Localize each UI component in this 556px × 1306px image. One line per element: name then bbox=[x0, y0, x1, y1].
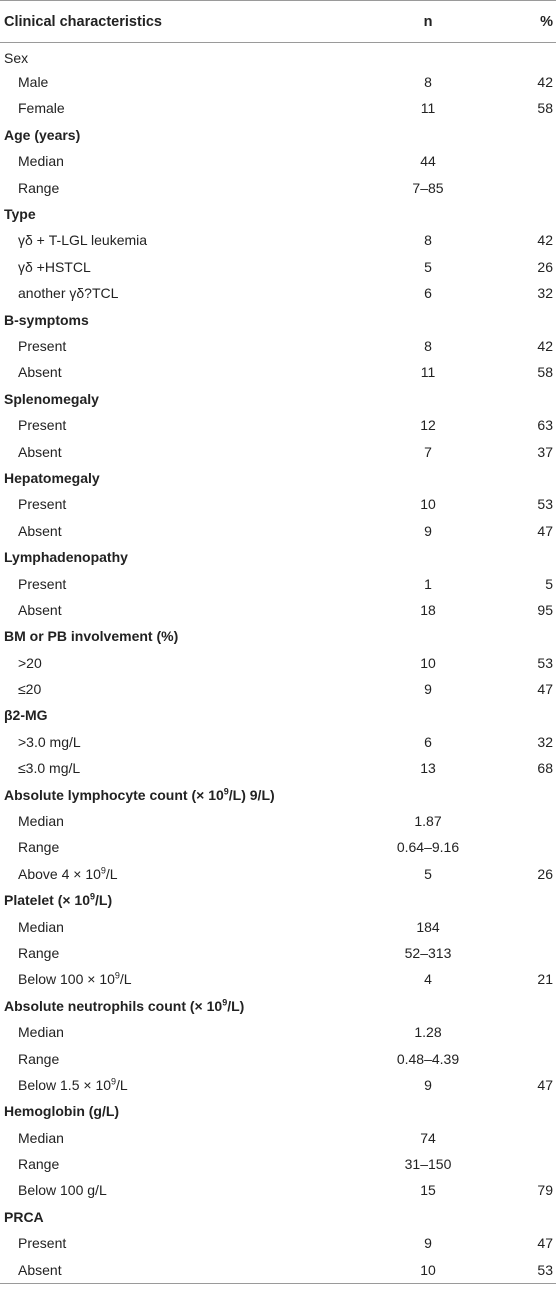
count-cell bbox=[360, 544, 490, 570]
label-text: Range bbox=[18, 1156, 60, 1173]
count-cell: 15 bbox=[420, 1182, 436, 1199]
count-cell: 12 bbox=[420, 417, 436, 434]
count-cell: 9 bbox=[424, 1235, 432, 1252]
label-tail: /L) 9/L) bbox=[228, 786, 275, 803]
label-text: Present bbox=[18, 496, 67, 513]
table-row bbox=[0, 755, 556, 781]
label-tail: /L) bbox=[227, 997, 245, 1014]
count-cell bbox=[360, 122, 490, 148]
section-heading-row bbox=[0, 43, 556, 69]
section-heading-row bbox=[0, 386, 556, 412]
table-row bbox=[0, 676, 556, 702]
row-label bbox=[0, 1125, 360, 1151]
row-label bbox=[0, 438, 360, 464]
count-cell: 5 bbox=[424, 865, 432, 882]
label-text: Absolute neutrophils count (× 10 bbox=[4, 997, 223, 1014]
section-heading-row bbox=[0, 306, 556, 332]
section-heading bbox=[0, 781, 360, 807]
section-heading bbox=[0, 1098, 360, 1124]
percent-cell bbox=[490, 544, 556, 570]
section-heading bbox=[0, 623, 360, 649]
table-row bbox=[0, 940, 556, 966]
count-cell: 13 bbox=[420, 760, 436, 777]
row-label bbox=[0, 254, 360, 280]
percent-cell bbox=[490, 887, 556, 913]
label-tail: /L bbox=[119, 971, 132, 988]
count-cell: 1.87 bbox=[414, 813, 442, 830]
percent-cell bbox=[490, 781, 556, 807]
count-cell bbox=[360, 781, 490, 807]
count-cell: 31–150 bbox=[404, 1156, 452, 1173]
count-cell bbox=[360, 201, 490, 227]
section-heading bbox=[0, 887, 360, 913]
label-text: >20 bbox=[18, 654, 42, 671]
section-heading-row bbox=[0, 781, 556, 807]
percent-cell bbox=[490, 702, 556, 728]
percent-cell: 47 bbox=[537, 522, 553, 539]
count-cell: 10 bbox=[420, 654, 436, 671]
row-label bbox=[0, 729, 360, 755]
table-row bbox=[0, 438, 556, 464]
percent-cell: 68 bbox=[537, 760, 553, 777]
section-heading-row bbox=[0, 122, 556, 148]
label-text: another γδ?TCL bbox=[18, 285, 119, 302]
label-text: Absent bbox=[18, 443, 62, 460]
percent-cell: 95 bbox=[537, 601, 553, 618]
row-label bbox=[0, 861, 360, 887]
label-text: Median bbox=[18, 1129, 64, 1146]
row-label bbox=[0, 913, 360, 939]
count-cell bbox=[360, 1204, 490, 1230]
label-text: Present bbox=[18, 1235, 67, 1252]
count-cell: 4 bbox=[424, 971, 432, 988]
label-text: Platelet (× 10 bbox=[4, 892, 90, 909]
table-row bbox=[0, 1177, 556, 1203]
table-row bbox=[0, 808, 556, 834]
row-label bbox=[0, 333, 360, 359]
row-label bbox=[0, 755, 360, 781]
count-cell: 6 bbox=[424, 733, 432, 750]
section-heading bbox=[0, 122, 360, 148]
label-text: Present bbox=[18, 337, 67, 354]
table-row bbox=[0, 966, 556, 992]
percent-cell: 79 bbox=[537, 1182, 553, 1199]
table-row bbox=[0, 412, 556, 438]
count-cell: 1 bbox=[424, 575, 432, 592]
percent-cell: 58 bbox=[537, 100, 553, 117]
percent-cell: 5 bbox=[545, 575, 553, 592]
label-text: Present bbox=[18, 575, 67, 592]
label-superscript: 9 bbox=[90, 891, 96, 902]
count-cell: 184 bbox=[416, 918, 440, 935]
section-heading bbox=[0, 544, 360, 570]
percent-cell bbox=[490, 1045, 556, 1071]
table-row bbox=[0, 1125, 556, 1151]
count-cell: 9 bbox=[424, 1076, 432, 1093]
row-label bbox=[0, 491, 360, 517]
percent-cell: 42 bbox=[537, 337, 553, 354]
table-row bbox=[0, 95, 556, 121]
section-heading bbox=[0, 201, 360, 227]
label-text: ≤3.0 mg/L bbox=[18, 760, 81, 777]
label-text: Range bbox=[18, 179, 60, 196]
label-superscript: 9 bbox=[111, 1076, 117, 1087]
percent-cell: 53 bbox=[537, 496, 553, 513]
count-cell: 6 bbox=[424, 285, 432, 302]
row-label bbox=[0, 1177, 360, 1203]
percent-cell: 32 bbox=[537, 285, 553, 302]
count-cell: 10 bbox=[420, 496, 436, 513]
label-superscript: 9 bbox=[222, 997, 228, 1008]
row-label bbox=[0, 227, 360, 253]
count-cell: 7 bbox=[424, 443, 432, 460]
table-row bbox=[0, 1256, 556, 1282]
table-row bbox=[0, 649, 556, 675]
count-cell: 11 bbox=[420, 100, 436, 117]
percent-cell: 47 bbox=[537, 681, 553, 698]
percent-cell bbox=[490, 1019, 556, 1045]
percent-cell bbox=[490, 148, 556, 174]
table-row bbox=[0, 1019, 556, 1045]
row-label bbox=[0, 834, 360, 860]
label-tail: /L bbox=[105, 865, 118, 882]
row-label bbox=[0, 174, 360, 200]
percent-cell bbox=[490, 1151, 556, 1177]
label-tail: /L) bbox=[95, 892, 113, 909]
percent-cell bbox=[490, 1098, 556, 1124]
percent-cell: 26 bbox=[537, 865, 553, 882]
section-heading-row bbox=[0, 887, 556, 913]
count-cell: 10 bbox=[420, 1261, 436, 1278]
label-tail: /L bbox=[116, 1076, 128, 1093]
table-row bbox=[0, 333, 556, 359]
label-text: Below 100 g/L bbox=[18, 1182, 107, 1199]
count-cell: 7–85 bbox=[412, 179, 444, 196]
section-heading-row bbox=[0, 1204, 556, 1230]
label-text: Absent bbox=[18, 364, 62, 381]
label-text: Median bbox=[18, 1024, 64, 1041]
bottom-rule-cell bbox=[0, 1283, 556, 1284]
table-row bbox=[0, 69, 556, 95]
row-label bbox=[0, 69, 360, 95]
label-text: Above 4 × 10 bbox=[18, 865, 101, 882]
label-superscript: 9 bbox=[114, 970, 120, 981]
table-row bbox=[0, 174, 556, 200]
label-text: Splenomegaly bbox=[4, 390, 99, 407]
count-cell: 52–313 bbox=[404, 944, 452, 961]
label-text: Median bbox=[18, 918, 64, 935]
count-cell: 8 bbox=[424, 232, 432, 249]
percent-cell: 63 bbox=[537, 417, 553, 434]
count-cell: 9 bbox=[424, 681, 432, 698]
section-heading bbox=[0, 465, 360, 491]
section-heading bbox=[0, 386, 360, 412]
row-label bbox=[0, 280, 360, 306]
header-percent: % bbox=[540, 13, 553, 30]
percent-cell bbox=[490, 913, 556, 939]
label-text: Below 100 × 10 bbox=[18, 971, 115, 988]
percent-cell: 58 bbox=[537, 364, 553, 381]
count-cell: 44 bbox=[420, 153, 436, 170]
row-label bbox=[0, 966, 360, 992]
label-text: PRCA bbox=[4, 1208, 44, 1225]
label-text: Absent bbox=[18, 1261, 62, 1278]
table-body bbox=[0, 43, 556, 1283]
bottom-rule bbox=[0, 1283, 556, 1284]
row-label bbox=[0, 95, 360, 121]
row-label bbox=[0, 1151, 360, 1177]
count-cell bbox=[360, 623, 490, 649]
percent-cell bbox=[490, 43, 556, 69]
table-row bbox=[0, 1230, 556, 1256]
count-cell bbox=[360, 465, 490, 491]
label-text: Male bbox=[18, 74, 49, 91]
row-label bbox=[0, 148, 360, 174]
label-text: Lymphadenopathy bbox=[4, 549, 128, 566]
table-footer bbox=[0, 1283, 556, 1284]
percent-cell: 47 bbox=[537, 1076, 553, 1093]
percent-cell bbox=[490, 122, 556, 148]
percent-cell: 42 bbox=[537, 74, 553, 91]
label-text: Range bbox=[18, 944, 60, 961]
percent-cell bbox=[490, 808, 556, 834]
table-row bbox=[0, 1072, 556, 1098]
row-label bbox=[0, 518, 360, 544]
table-row bbox=[0, 148, 556, 174]
label-text: Median bbox=[18, 153, 64, 170]
section-heading bbox=[0, 306, 360, 332]
count-cell bbox=[360, 887, 490, 913]
count-cell: 5 bbox=[424, 258, 432, 275]
section-heading-row bbox=[0, 702, 556, 728]
percent-cell bbox=[490, 174, 556, 200]
label-text: Absent bbox=[18, 601, 62, 618]
count-cell: 74 bbox=[420, 1129, 436, 1146]
percent-cell bbox=[490, 306, 556, 332]
label-text: Female bbox=[18, 100, 65, 117]
percent-cell bbox=[490, 465, 556, 491]
row-label bbox=[0, 359, 360, 385]
percent-cell bbox=[490, 834, 556, 860]
table-row bbox=[0, 491, 556, 517]
table-row bbox=[0, 570, 556, 596]
table-header bbox=[0, 1, 556, 43]
table-row bbox=[0, 861, 556, 887]
row-label bbox=[0, 808, 360, 834]
row-label bbox=[0, 1256, 360, 1282]
count-cell: 11 bbox=[420, 364, 436, 381]
row-label bbox=[0, 412, 360, 438]
label-text: Absolute lymphocyte count (× 10 bbox=[4, 786, 224, 803]
row-label bbox=[0, 1230, 360, 1256]
percent-cell: 37 bbox=[537, 443, 553, 460]
section-heading-row bbox=[0, 465, 556, 491]
percent-cell: 53 bbox=[537, 654, 553, 671]
label-text: Median bbox=[18, 813, 64, 830]
percent-cell bbox=[490, 1125, 556, 1151]
table-row bbox=[0, 1045, 556, 1071]
percent-cell: 47 bbox=[537, 1235, 553, 1252]
count-cell bbox=[360, 43, 490, 69]
label-superscript: 9 bbox=[100, 865, 106, 876]
label-text: γδ + T-LGL leukemia bbox=[18, 232, 148, 249]
label-superscript: 9 bbox=[223, 785, 229, 796]
section-heading bbox=[0, 43, 360, 69]
percent-cell: 21 bbox=[537, 971, 553, 988]
row-label bbox=[0, 597, 360, 623]
label-text: Absent bbox=[18, 522, 62, 539]
count-cell bbox=[360, 306, 490, 332]
label-text: γδ +HSTCL bbox=[18, 258, 91, 275]
count-cell: 9 bbox=[424, 522, 432, 539]
row-label bbox=[0, 570, 360, 596]
label-text: Age (years) bbox=[4, 126, 81, 143]
label-text: Present bbox=[18, 417, 67, 434]
count-cell: 8 bbox=[424, 337, 432, 354]
header-n: n bbox=[423, 13, 433, 30]
table-row bbox=[0, 729, 556, 755]
label-text: Sex bbox=[4, 49, 29, 66]
percent-cell: 53 bbox=[537, 1261, 553, 1278]
label-text: Hepatomegaly bbox=[4, 469, 100, 486]
section-heading bbox=[0, 702, 360, 728]
section-heading-row bbox=[0, 544, 556, 570]
table-row bbox=[0, 227, 556, 253]
count-cell: 8 bbox=[424, 74, 432, 91]
table-row bbox=[0, 254, 556, 280]
percent-cell bbox=[490, 386, 556, 412]
percent-cell bbox=[490, 940, 556, 966]
section-heading-row bbox=[0, 201, 556, 227]
row-label bbox=[0, 676, 360, 702]
table-row bbox=[0, 1151, 556, 1177]
label-text: Below 1.5 × 10 bbox=[18, 1076, 112, 1093]
section-heading bbox=[0, 993, 360, 1019]
row-label bbox=[0, 1072, 360, 1098]
label-text: Range bbox=[18, 1050, 60, 1067]
row-label bbox=[0, 1045, 360, 1071]
count-cell bbox=[360, 386, 490, 412]
section-heading-row bbox=[0, 993, 556, 1019]
label-text: Type bbox=[4, 206, 36, 223]
count-cell: 1.28 bbox=[414, 1024, 442, 1041]
count-cell: 0.48–4.39 bbox=[396, 1050, 460, 1067]
label-text: β2-MG bbox=[4, 707, 48, 724]
percent-cell: 26 bbox=[537, 258, 553, 275]
label-text: >3.0 mg/L bbox=[18, 733, 81, 750]
percent-cell: 32 bbox=[537, 733, 553, 750]
label-text: Range bbox=[18, 839, 60, 856]
count-cell bbox=[360, 702, 490, 728]
percent-cell: 42 bbox=[537, 232, 553, 249]
percent-cell bbox=[490, 993, 556, 1019]
label-text: Hemoglobin (g/L) bbox=[4, 1103, 120, 1120]
percent-cell bbox=[490, 623, 556, 649]
percent-cell bbox=[490, 201, 556, 227]
label-text: BM or PB involvement (%) bbox=[4, 628, 179, 645]
count-cell bbox=[360, 1098, 490, 1124]
row-label bbox=[0, 1019, 360, 1045]
percent-cell bbox=[490, 1204, 556, 1230]
row-label bbox=[0, 649, 360, 675]
table-row bbox=[0, 280, 556, 306]
header-row bbox=[0, 1, 556, 43]
table-row bbox=[0, 359, 556, 385]
row-label bbox=[0, 940, 360, 966]
header-clinical-characteristics: Clinical characteristics bbox=[4, 13, 162, 30]
table-row bbox=[0, 518, 556, 544]
count-cell: 0.64–9.16 bbox=[396, 839, 460, 856]
section-heading bbox=[0, 1204, 360, 1230]
section-heading-row bbox=[0, 623, 556, 649]
table-row bbox=[0, 913, 556, 939]
label-text: B-symptoms bbox=[4, 311, 89, 328]
label-text: ≤20 bbox=[18, 681, 42, 698]
table-row bbox=[0, 834, 556, 860]
table-row bbox=[0, 597, 556, 623]
count-cell bbox=[360, 993, 490, 1019]
count-cell: 18 bbox=[420, 601, 436, 618]
section-heading-row bbox=[0, 1098, 556, 1124]
